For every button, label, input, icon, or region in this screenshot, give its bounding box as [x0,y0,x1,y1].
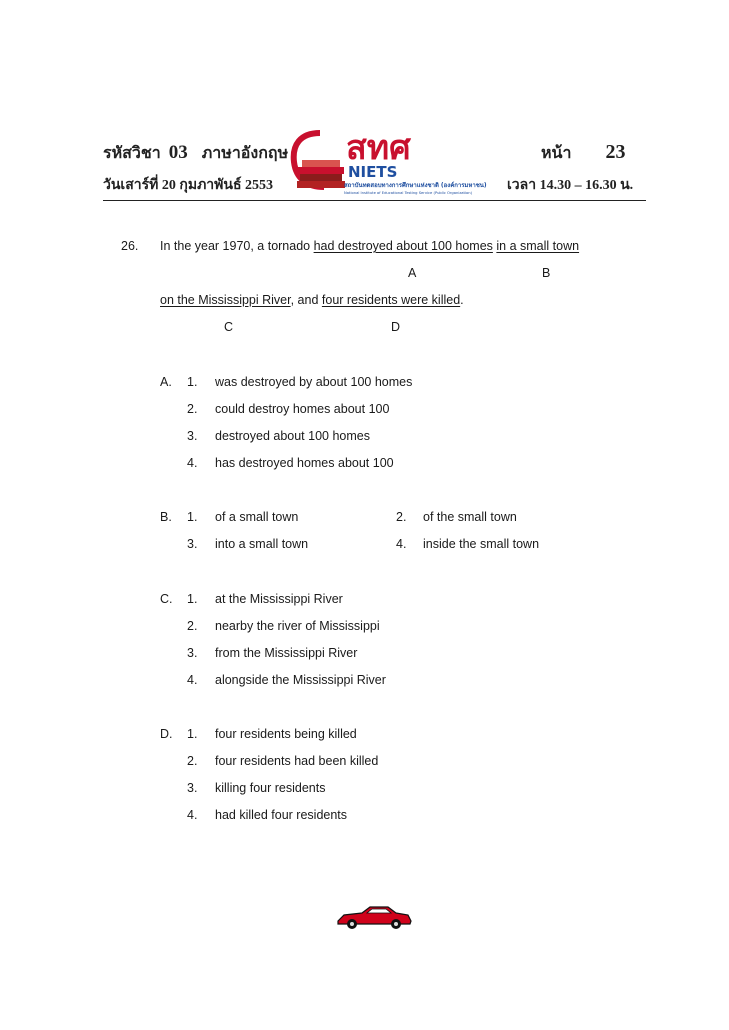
exam-time: เวลา 14.30 – 16.30 น. [507,178,634,193]
logo-thai-word: สทศ [346,128,411,168]
segment-d: four residents were killed [321,293,461,307]
marker-a: A [408,266,417,280]
option-b-1-num: 1. [187,510,198,524]
red-car-icon [334,903,414,931]
option-d-2-num: 2. [187,754,198,768]
question-line-1 [160,239,579,253]
marker-b: B [542,266,551,280]
option-a-1-num: 1. [187,375,198,389]
option-b-4-num: 4. [396,537,407,551]
segment-b: in a small town [496,239,580,253]
subject-name: ภาษาอังกฤษ [201,145,289,162]
option-d-1-num: 1. [187,727,198,741]
group-c-letter: C. [160,592,173,606]
option-a-4-num: 4. [187,456,198,470]
option-c-3-num: 3. [187,646,198,660]
option-c-1-text[interactable]: at the Mississippi River [215,592,343,606]
stem-text-1: In the year 1970, a tornado [160,239,314,253]
option-d-1-text[interactable]: four residents being killed [215,727,357,741]
exam-date: วันเสาร์ที่ 20 กุมภาพันธ์ 2553 [103,178,274,193]
logo-niets: NIETS [348,163,398,181]
option-d-4-num: 4. [187,808,198,822]
group-a-letter: A. [160,375,172,389]
logo-thai-name: สถาบันทดสอบทางการศึกษาแห่งชาติ (องค์การมหาชน) [344,182,487,189]
group-d-letter: D. [160,727,173,741]
option-d-2-text[interactable]: four residents had been killed [215,754,379,768]
option-b-2-num: 2. [396,510,407,524]
marker-d: D [391,320,401,334]
subject-line [103,141,288,166]
books-icon [297,160,345,188]
option-d-4-text[interactable]: had killed four residents [215,808,348,822]
logo-english-name: National Institute of Educational Testing Service (Public Organization) [344,191,473,195]
option-b-2-text[interactable]: of the small town [423,510,517,524]
stem-text-2: , and [290,293,322,307]
option-b-3-text[interactable]: into a small town [215,537,309,551]
page-indicator [541,141,625,166]
option-a-1-text[interactable]: was destroyed by about 100 homes [215,375,413,389]
stem-period: . [460,293,464,307]
option-c-3-text[interactable]: from the Mississippi River [215,646,358,660]
marker-c: C [224,320,234,334]
option-b-3-num: 3. [187,537,198,551]
subject-label: รหัสวิชา [103,145,161,162]
segment-a: had destroyed about 100 homes [313,239,493,253]
option-a-4-text[interactable]: has destroyed homes about 100 [215,456,394,470]
option-c-4-num: 4. [187,673,198,687]
option-c-2-text[interactable]: nearby the river of Mississippi [215,619,380,633]
question-line-2 [160,293,464,307]
segment-c: on the Mississippi River [160,293,291,307]
option-a-3-num: 3. [187,429,198,443]
option-a-2-text[interactable]: could destroy homes about 100 [215,402,390,416]
option-c-4-text[interactable]: alongside the Mississippi River [215,673,386,687]
page-number: 23 [605,141,626,163]
option-c-2-num: 2. [187,619,198,633]
header-divider [103,200,646,201]
option-b-1-text[interactable]: of a small town [215,510,299,524]
option-d-3-num: 3. [187,781,198,795]
subject-code: 03 [168,142,188,163]
option-a-2-num: 2. [187,402,198,416]
option-b-4-text[interactable]: inside the small town [423,537,540,551]
question-number: 26. [121,239,139,253]
option-c-1-num: 1. [187,592,198,606]
option-d-3-text[interactable]: killing four residents [215,781,326,795]
option-a-3-text[interactable]: destroyed about 100 homes [215,429,370,443]
niets-logo [290,127,515,197]
group-b-letter: B. [160,510,172,524]
page-label: หน้า [541,145,572,162]
